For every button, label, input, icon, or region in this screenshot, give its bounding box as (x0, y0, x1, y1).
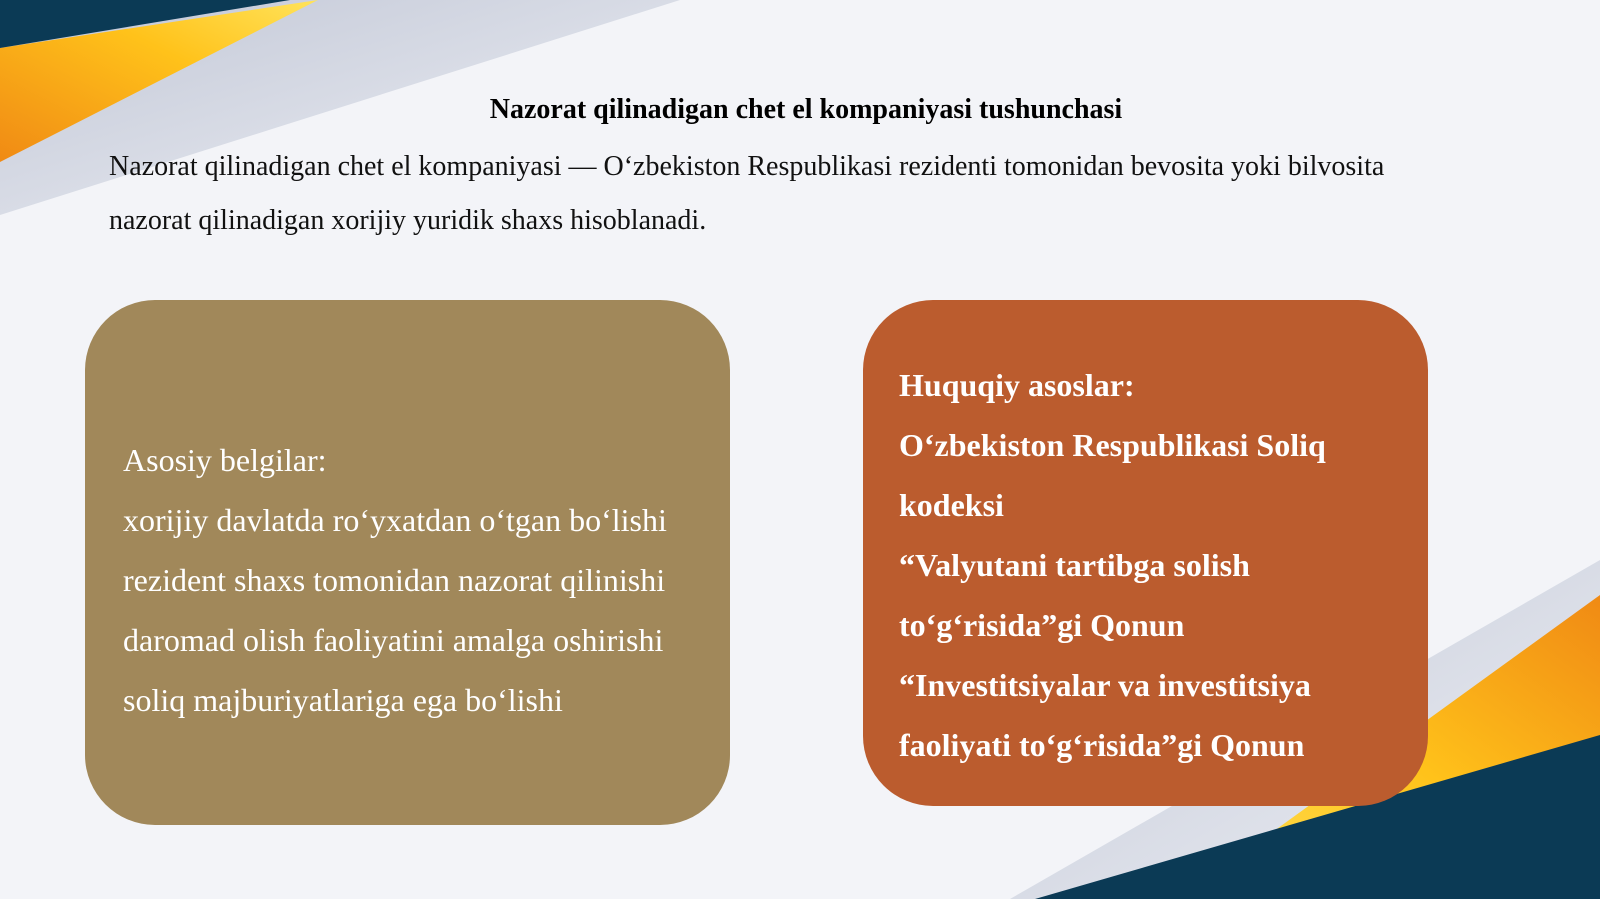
intro-paragraph (109, 140, 1509, 248)
legal-basis-line: O‘zbekiston Respublikasi Soliq (899, 427, 1326, 463)
legal-basis-line: kodeksi (899, 487, 1004, 523)
slide-title: Nazorat qilinadigan chet el kompaniyasi tushunchasi (489, 94, 1123, 125)
legal-basis-line: “Investitsiyalar va investitsiya (899, 667, 1311, 703)
legal-basis-card (863, 300, 1428, 806)
intro-line-1: Nazorat qilinadigan chet el kompaniyasi — O‘zbekiston Respublikasi rezidenti tomonidan bevosita yoki bilvosita (109, 151, 1385, 182)
key-features-card (85, 300, 730, 825)
legal-basis-line: faoliyati to‘g‘risida”gi Qonun (899, 727, 1305, 763)
legal-basis-heading: Huquqiy asoslar: (899, 367, 1135, 403)
legal-basis-line: to‘g‘risida”gi Qonun (899, 607, 1185, 643)
key-feature-item: rezident shaxs tomonidan nazorat qilinishi (123, 562, 666, 598)
key-feature-item: daromad olish faoliyatini amalga oshirishi (123, 622, 664, 658)
legal-basis-line: “Valyutani tartibga solish (899, 547, 1250, 583)
key-features-heading: Asosiy belgilar: (123, 442, 327, 478)
key-feature-item: soliq majburiyatlariga ega bo‘lishi (123, 682, 563, 718)
intro-line-2: nazorat qilinadigan xorijiy yuridik shaxs hisoblanadi. (109, 205, 707, 236)
key-feature-item: xorijiy davlatda ro‘yxatdan o‘tgan bo‘lishi (123, 502, 667, 538)
